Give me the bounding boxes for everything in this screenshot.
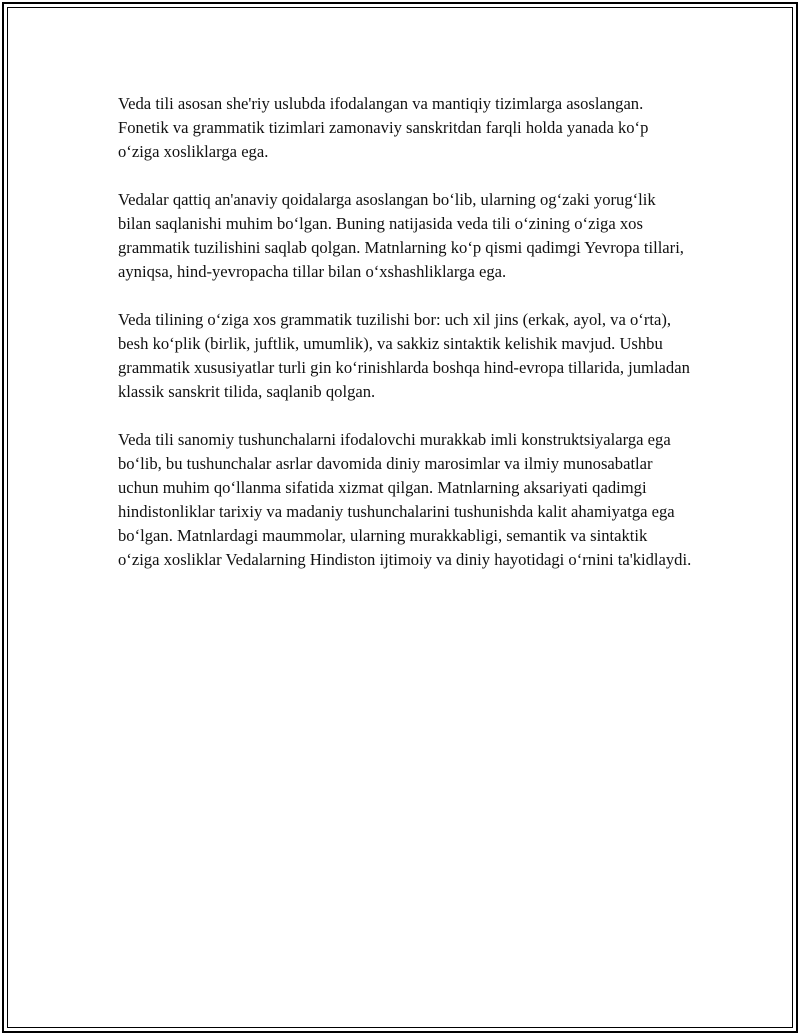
paragraph-4: Veda tili sanomiy tushunchalarni ifodalovchi murakkab imli konstruktsiyalarga ega bo‘lib, bu tushunchalar asrlar davomida diniy marosimlar va ilmiy munosabatlar uchun muhim qo‘llanma sifatida xizmat qilgan. Matnlarning aksariyati qadimgi hindistonliklar tarixiy va madaniy tushunchalarini tushunishda kalit ahamiyatga ega bo‘lgan. Matnlardagi maummolar, ularning murakkabligi, semantik va sintaktik o‘ziga xosliklar Vedalarning Hindiston ijtimoiy va diniy hayotidagi o‘rnini ta'kidlaydi.	[118, 430, 692, 569]
paragraph-2: Vedalar qattiq an'anaviy qoidalarga asoslangan bo‘lib, ularning og‘zaki yorug‘lik bilan saqlanishi muhim bo‘lgan. Buning natijasida veda tili o‘zining o‘ziga xos grammatik tuzilishini saqlab qolgan. Matnlarning ko‘p qismi qadimgi Yevropa tillari, ayniqsa, hind-yevropacha tillar bilan o‘xshashliklarga ega.	[118, 190, 684, 281]
paragraph-3: Veda tilining o‘ziga xos grammatik tuzilishi bor: uch xil jins (erkak, ayol, va o‘rta), besh ko‘plik (birlik, juftlik, umumlik), va sakkiz sintaktik kelishik mavjud. Ushbu grammatik xususiyatlar turli gin ko‘rinishlarda boshqa hind-evropa tillarida, jumladan klassik sanskrit tilida, saqlanib qolgan.	[118, 310, 690, 401]
document-body	[118, 92, 692, 596]
paragraph-1: Veda tili asosan she'riy uslubda ifodalangan va mantiqiy tizimlarga asoslangan. Fonetik va grammatik tizimlari zamonaviy sanskritdan farqli holda yanada ko‘p o‘ziga xosliklarga ega.	[118, 94, 649, 161]
